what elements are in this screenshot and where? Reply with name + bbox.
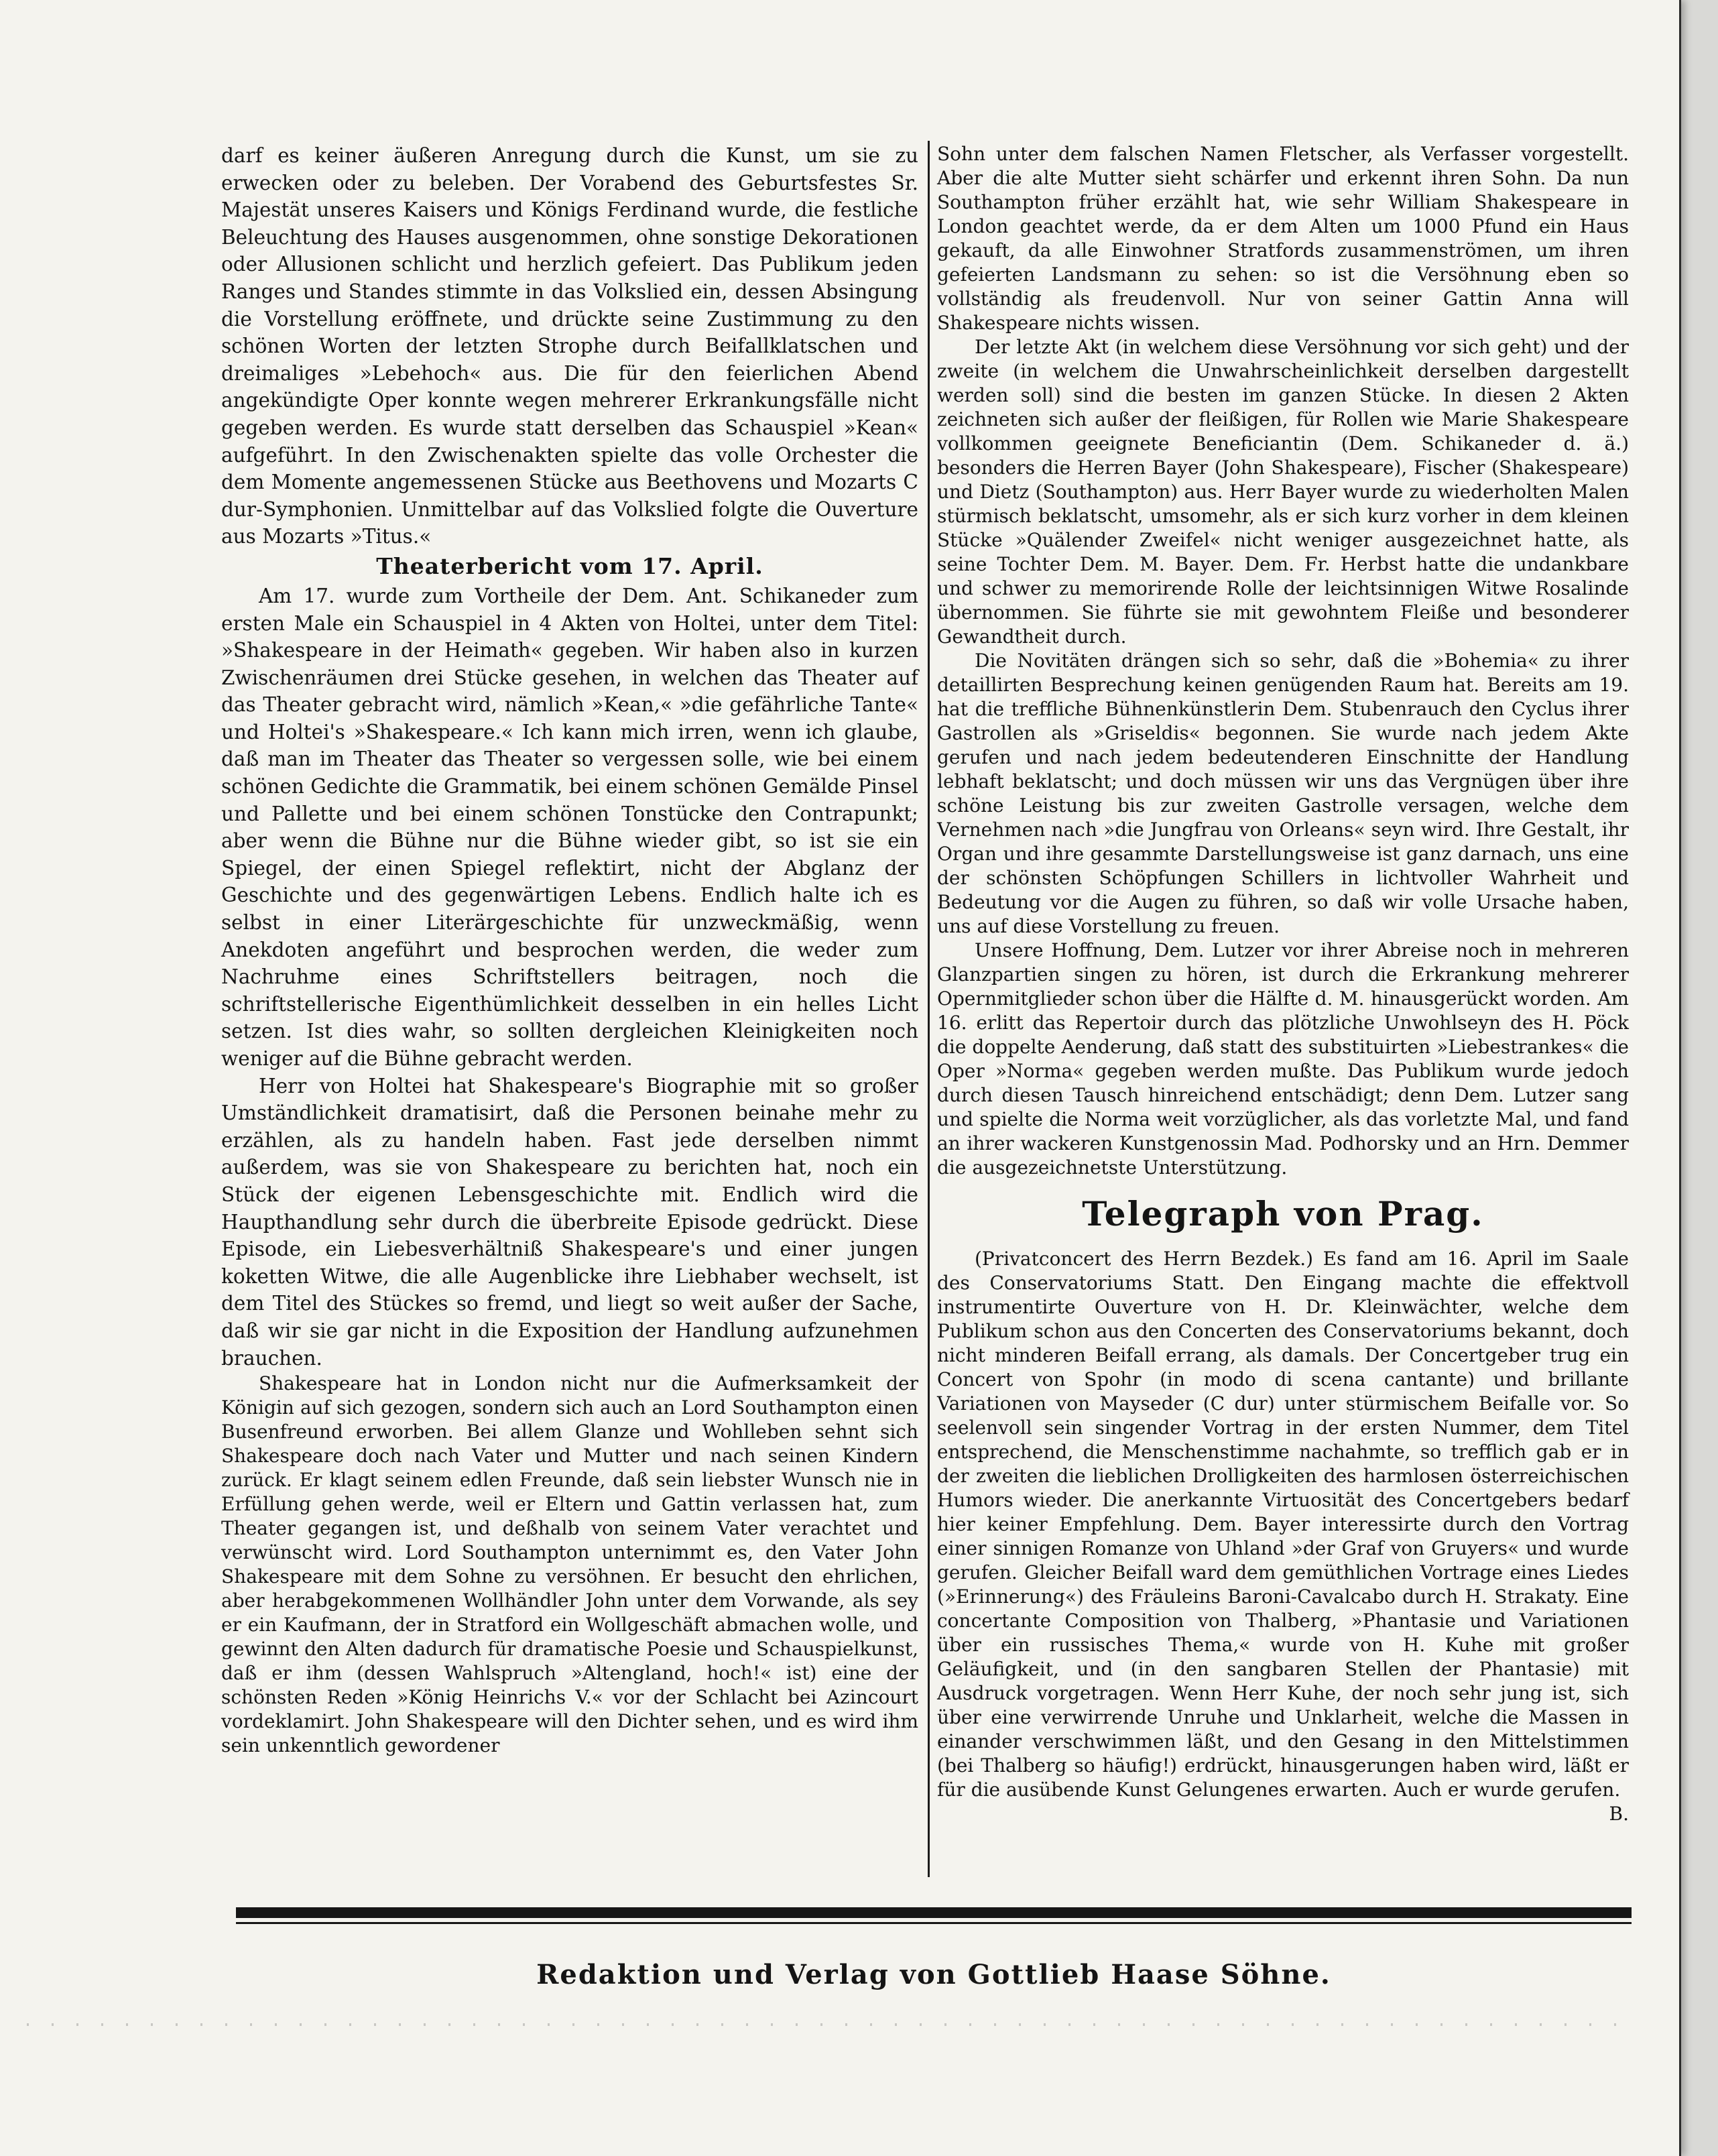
theater-report-heading: Theaterbericht vom 17. April. xyxy=(376,552,763,579)
right-paragraph-5 xyxy=(937,1247,1629,1825)
footer-thick-rule xyxy=(236,1907,1632,1918)
left-column xyxy=(221,142,918,1758)
telegraph-heading: Telegraph von Prag. xyxy=(1082,1194,1484,1234)
concert-report-text: (Privatconcert des Herrn Bezdek.) Es fand am 16. April im Saale des Conservatoriums Statt. Den Eingang machte die effektvoll instrumentirte Ouverture von H. Dr. Kleinwächter, welche dem Publikum schon aus den Concerten des Conservatoriums bekannt, doch nicht minderen Beifall errang, als damals. Der Concertgeber trug ein Concert von Spohr (in modo di scena cantante) und brillante Variationen von Mayseder (C dur) unter stürmischem Beifalle vor. So seelenvoll sein singender Vortrag in der ersten Nummer, dem Titel entsprechend, die Menschenstimme nachahmte, so trefflich gab er in der zweiten die lieblichen Drolligkeiten des harmlosen österreichischen Humors wieder. Die anerkannte Virtuosität des Concertgebers bedarf hier keiner Empfehlung. Dem. Bayer interessirte durch den Vortrag einer sinnigen Romanze von Uhland »der Graf von Gruyers« und wurde gerufen. Gleicher Beifall ward dem gemüthlichen Vortrage eines Liedes (»Erinnerung«) des Fräuleins Baroni-Cavalcabo durch H. Strakaty. Eine concertante Composition von Thalberg, »Phantasie und Variationen über ein russisches Thema,« wurde von H. Kuhe mit großer Geläufigkeit, und (in den sangbaren Stellen der Phantasie) mit Ausdruck vorgetragen. Wenn Herr Kuhe, der noch sehr jung ist, sich über eine verwirrende Unruhe und Unklarheit, welche die Massen in einander verschwimmen läßt, und den Gesang in den Mittelstimmen (bei Thalberg so häufig!) erdrückt, hinausgerungen haben wird, läßt er für die ausübende Kunst Gelungenes erwarten. Auch er wurde gerufen. xyxy=(937,1248,1629,1801)
right-paragraph-2: Der letzte Akt (in welchem diese Versöhnung vor sich geht) und der zweite (in welchem die Unwahrscheinlichkeit derselben dargestellt werden soll) sind die besten im ganzen Stücke. In diesen 2 Akten zeichneten sich außer der fleißigen, für Rollen wie Marie Shakespeare vollkommen geeignete Beneficiantin (Dem. Schikaneder d. ä.) besonders die Herren Bayer (John Shakespeare), Fischer (Shakespeare) und Dietz (Southampton) aus. Herr Bayer wurde zu wiederholten Malen stürmisch beklatscht, umsomehr, als er sich kurz vorher in dem kleinen Stücke »Quälender Zweifel« nicht weniger ausgezeichnet hatte, als seine Tochter Dem. M. Bayer. Dem. Fr. Herbst hatte die undankbare und schwer zu memorirende Rolle der leichtsinnigen Witwe Rosalinde übernommen. Sie führte sie mit gewohntem Fleiße und besonderer Gewandtheit durch. xyxy=(937,336,1629,648)
right-paragraph-3: Die Novitäten drängen sich so sehr, daß die »Bohemia« zu ihrer detaillirten Besprechung keinen genügenden Raum hat. Bereits am 19. hat die treffliche Bühnenkünstlerin Dem. Stubenrauch den Cyclus ihrer Gastrollen als »Griseldis« begonnen. Sie wurde nach jedem Akte gerufen und nach jedem bedeutenderen Einschnitte der Handlung lebhaft beklatscht; und doch müssen wir uns das Vergnügen über ihre schöne Leistung bis zur zweiten Gastrolle versagen, welche dem Vernehmen nach »die Jungfrau von Orleans« seyn wird. Ihre Gestalt, ihr Organ und ihre gesammte Darstellungsweise ist ganz darnach, uns eine der schönsten Schöpfungen Schillers in lichtvoller Wahrheit und Bedeutung vor die Augen zu führen, so daß wir volle Ursache haben, uns auf diese Vorstellung zu freuen. xyxy=(937,650,1629,937)
footer-thin-rule xyxy=(236,1922,1632,1924)
right-column xyxy=(937,142,1629,1826)
right-paragraph-1: Sohn unter dem falschen Namen Fletscher, als Verfasser vorgestellt. Aber die alte Mutter sieht schärfer und erkennt ihren Sohn. Da nun Southampton früher erzählt hat, wie sehr William Shakespeare in London geachtet werde, da er dem Alten um 1000 Pfund ein Haus gekauft, da alle Einwohner Stratfords zusammenströmen, um ihren gefeierten Landsmann zu sehen: so ist die Versöhnung eben so vollständig als freudenvoll. Nur von seiner Gattin Anna will Shakespeare nichts wissen. xyxy=(937,143,1629,334)
author-signature: B. xyxy=(1609,1803,1629,1825)
left-paragraph-4: Shakespeare hat in London nicht nur die Aufmerksamkeit der Königin auf sich gezogen, sondern sich auch an Lord Southampton einen Busenfreund erworben. Bei allem Glanze und Wohlleben sehnt sich Shakespeare doch nach Vater und Mutter und nach seinen Kindern zurück. Er klagt seinem edlen Freunde, daß sein liebster Wunsch nie in Erfüllung gehen werde, weil er Eltern und Gattin verlassen hat, zum Theater gegangen ist, und deßhalb von seinem Vater verachtet und verwünscht wird. Lord Southampton unternimmt es, den Vater John Shakespeare mit dem Sohne zu versöhnen. Er besucht den ehrlichen, aber herabgekommenen Wollhändler John unter dem Vorwande, als sey er ein Kaufmann, der in Stratford ein Wollgeschäft abmachen wolle, und gewinnt den Alten dadurch für dramatische Poesie und Schauspielkunst, daß er ihm (dessen Wahlspruch »Altengland, hoch!« ist) eine der schönsten Reden »König Heinrichs V.« vor der Schlacht bei Azincourt vordeklamirt. John Shakespeare will den Dichter sehen, und es wird ihm sein unkenntlich gewordener xyxy=(221,1372,918,1757)
print-specks xyxy=(27,2023,1636,2026)
column-divider xyxy=(928,141,930,1877)
left-paragraph-1: darf es keiner äußeren Anregung durch die Kunst, um sie zu erwecken oder zu beleben. Der Vorabend des Geburtsfestes Sr. Majestät unseres Kaisers und Königs Ferdinand wurde, die festliche Beleuchtung des Hauses ausgenommen, ohne sonstige Dekorationen oder Allusionen schlicht und herzlich gefeiert. Das Publikum jeden Ranges und Standes stimmte in das Volkslied ein, dessen Absingung die Vorstellung eröffnete, und drückte seine Zustimmung zu den schönen Worten der letzten Strophe durch Beifallklatschen und dreimaliges »Lebehoch« aus. Die für den feierlichen Abend angekündigte Oper konnte wegen mehrerer Erkrankungsfälle nicht gegeben werden. Es wurde statt derselben das Schauspiel »Kean« aufgeführt. In den Zwischenakten spielte das volle Orchester die dem Momente angemessenen Stücke aus Beethovens und Mozarts C dur-Symphonien. Unmittelbar auf das Volkslied folgte die Ouverture aus Mozarts »Titus.« xyxy=(221,144,918,548)
publisher-imprint: Redaktion und Verlag von Gottlieb Haase Söhne. xyxy=(536,1959,1331,1990)
left-paragraph-2: Am 17. wurde zum Vortheile der Dem. Ant. Schikaneder zum ersten Male ein Schauspiel in 4 Akten von Holtei, unter dem Titel: »Shakespeare in der Heimath« gegeben. Wir haben also in kurzen Zwischenräumen drei Stücke gesehen, in welchen das Theater auf das Theater gebracht wird, nämlich »Kean,« »die gefährliche Tante« und Holtei's »Shakespeare.« Ich kann mich irren, wenn ich glaube, daß man im Theater das Theater so vergessen solle, wie bei einem schönen Gedichte die Grammatik, bei einem schönen Gemälde Pinsel und Pallette und bei einem schönen Tonstücke den Contrapunkt; aber wenn die Bühne nur die Bühne wieder gibt, so ist sie ein Spiegel, der einen Spiegel reflektirt, nicht der Abglanz der Geschichte und des gegenwärtigen Lebens. Endlich halte ich es selbst in einer Literärgeschichte für unzweckmäßig, wenn Anekdoten angeführt und besprochen werden, die weder zum Nachruhme eines Schriftstellers beitragen, noch die schriftstellerische Eigenthümlichkeit desselben in ein helles Licht setzen. Ist dies wahr, so sollten dergleichen Kleinigkeiten noch weniger auf die Bühne gebracht werden. xyxy=(221,584,918,1070)
left-paragraph-3: Herr von Holtei hat Shakespeare's Biographie mit so großer Umständlichkeit dramatisirt, daß die Personen beinahe mehr zu erzählen, als zu handeln haben. Fast jede derselben nimmt außerdem, was sie von Shakespeare zu berichten hat, noch ein Stück der eigenen Lebensgeschichte mit. Endlich wird die Haupthandlung sehr durch die überbreite Episode gedrückt. Diese Episode, ein Liebesverhältniß Shakespeare's und einer jungen koketten Witwe, die alle Augenblicke ihre Liebhaber wechselt, ist dem Titel des Stückes so fremd, und liegt so weit außer der Sache, daß wir sie gar nicht in die Exposition der Handlung aufzunehmen brauchen. xyxy=(221,1074,918,1370)
right-paragraph-4: Unsere Hoffnung, Dem. Lutzer vor ihrer Abreise noch in mehreren Glanzpartien singen zu hören, ist durch die Erkrankung mehrerer Opernmitglieder schon über die Hälfte d. M. hinausgerückt worden. Am 16. erlitt das Repertoir durch das plötzliche Unwohlseyn des H. Pöck die doppelte Aenderung, daß statt des substituirten »Liebestrankes« die Oper »Norma« gegeben werden mußte. Das Publikum wurde jedoch durch diesen Tausch hinreichend entschädigt; denn Dem. Lutzer sang und spielte die Norma weit vorzüglicher, als das vorletzte Mal, und fand an ihrer wackeren Kunstgenossin Mad. Podhorsky und an Hrn. Demmer die ausgezeichnetste Unterstützung. xyxy=(937,939,1629,1179)
